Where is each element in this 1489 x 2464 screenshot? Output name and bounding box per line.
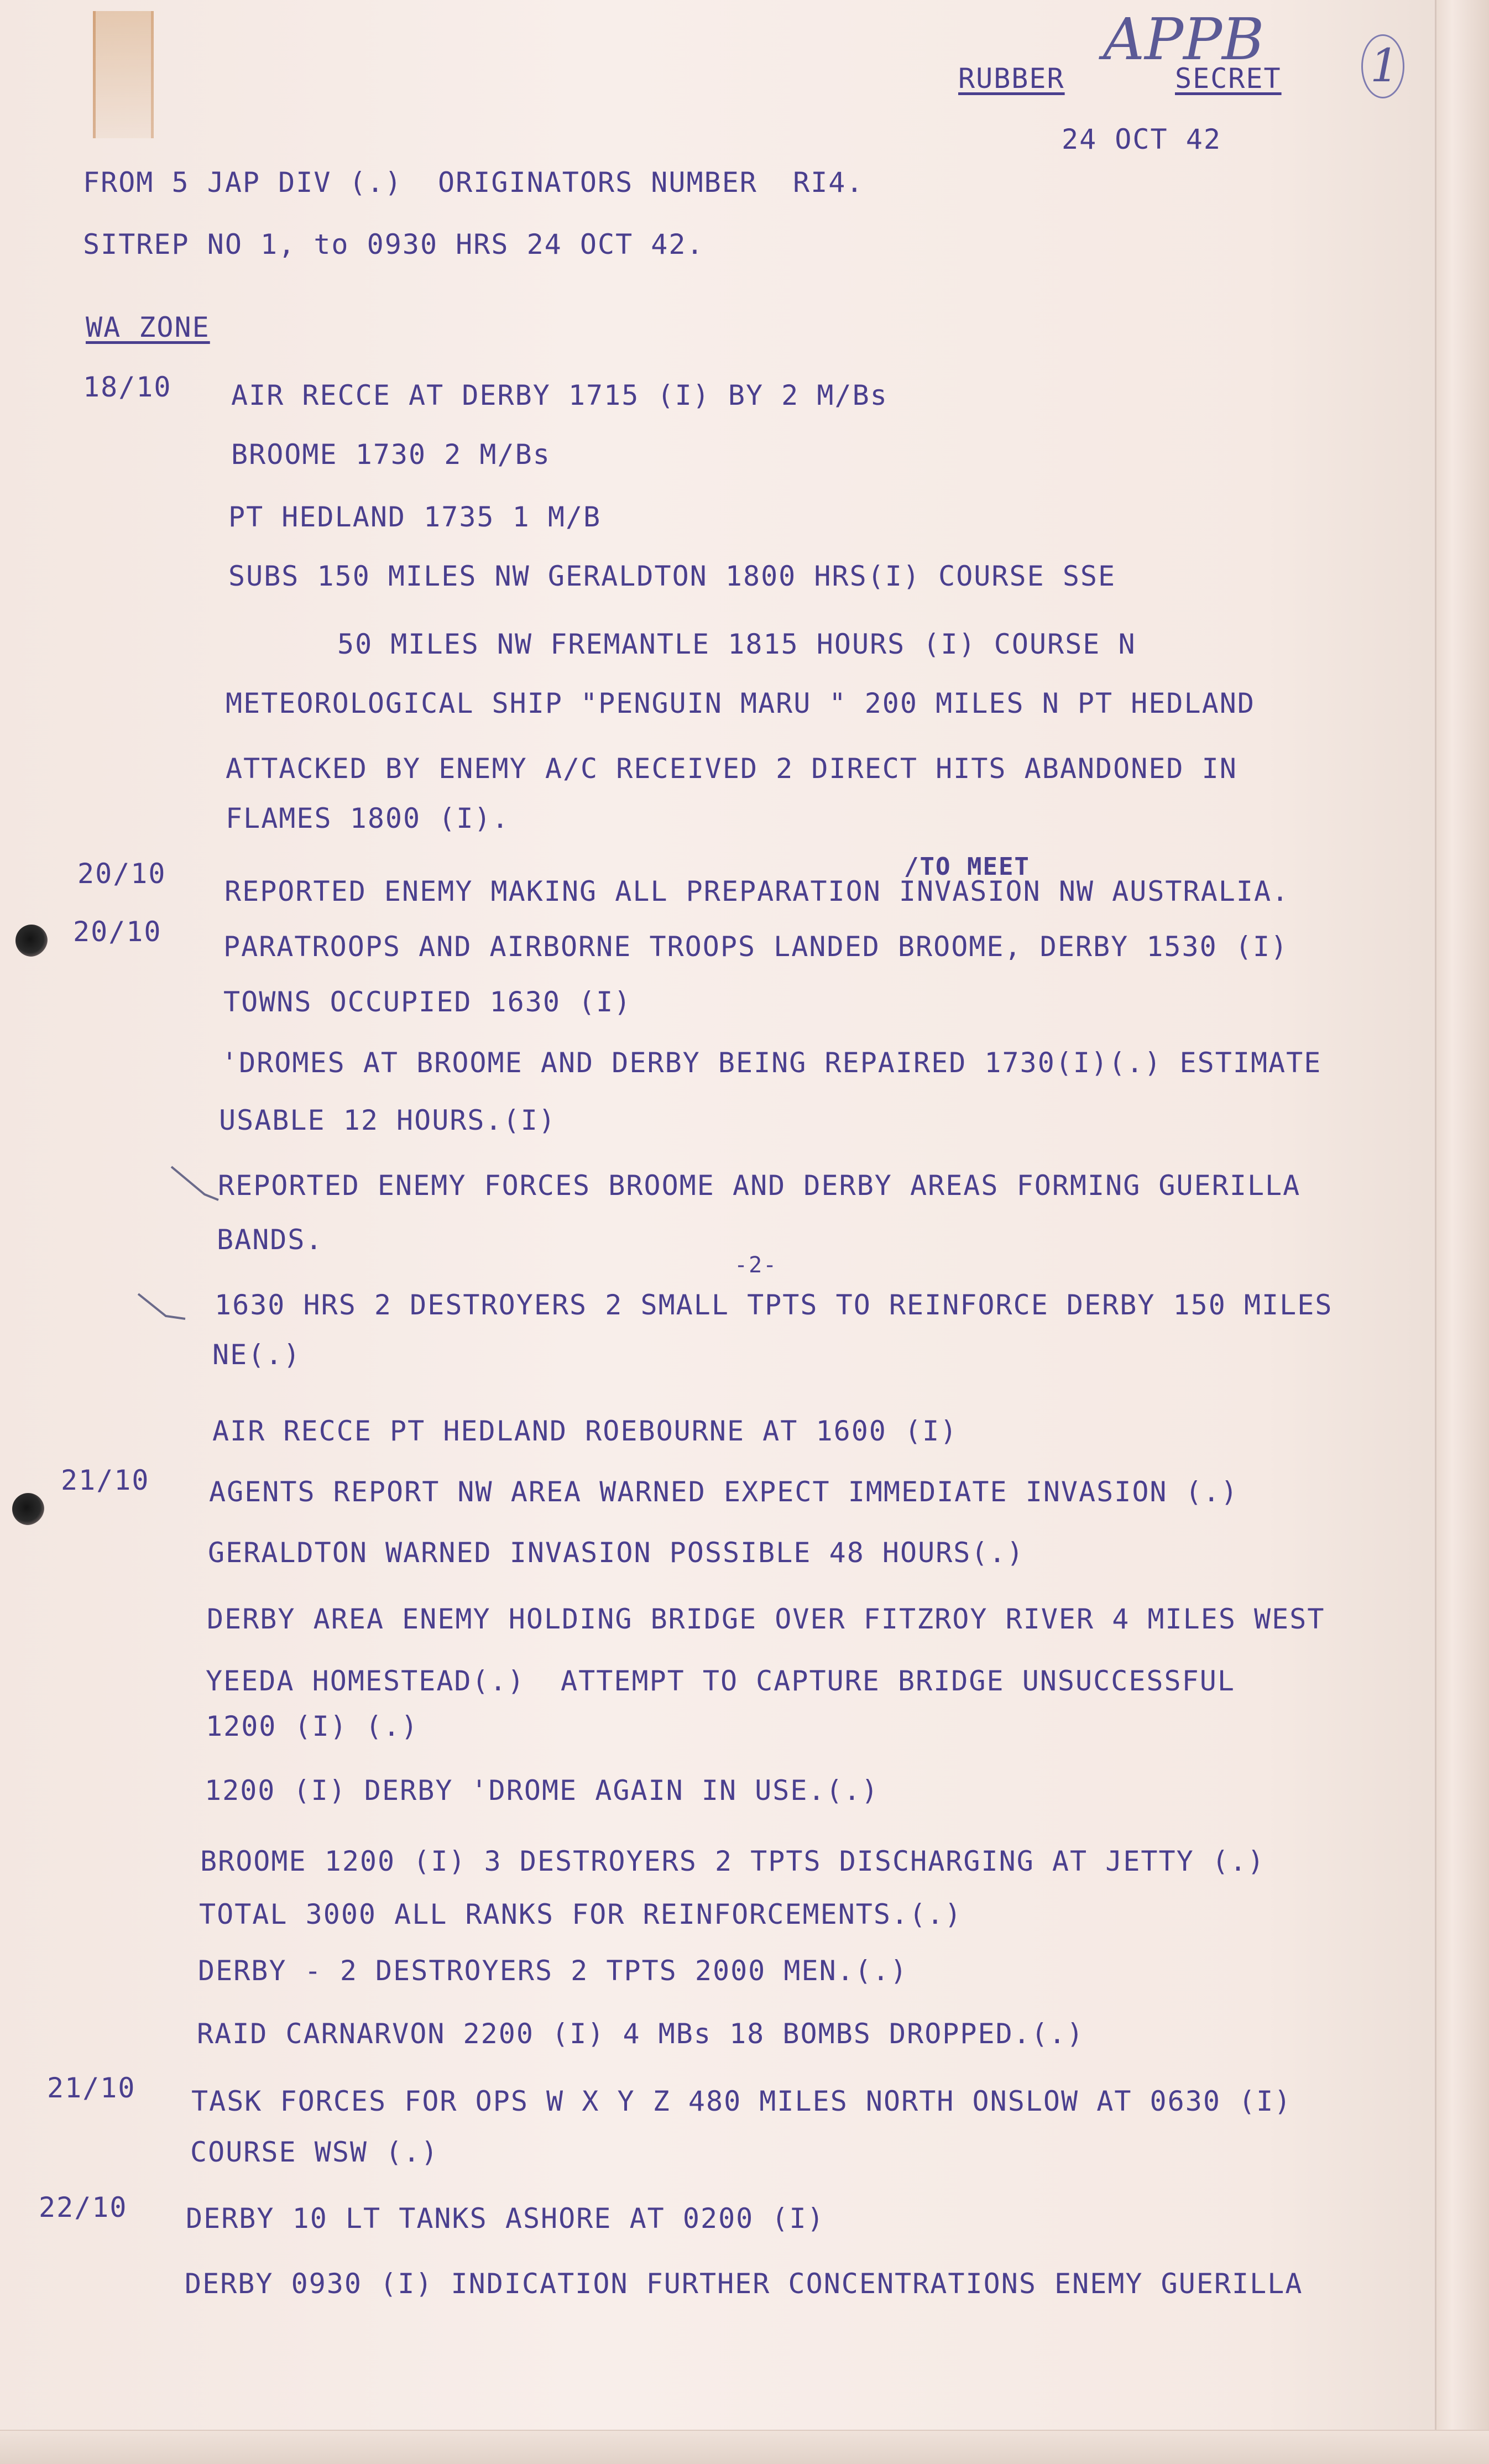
entry-line: 1200 (I) DERBY 'DROME AGAIN IN USE.(.): [205, 1774, 879, 1807]
entry-line: BROOME 1730 2 M/Bs: [231, 438, 551, 471]
entry-line: 'DROMES AT BROOME AND DERBY BEING REPAIRED 1730(I)(.) ESTIMATE: [221, 1047, 1322, 1079]
pencil-tick-mark: [166, 1161, 227, 1211]
zone-heading: WA ZONE: [86, 311, 210, 343]
pencil-tick-mark: [133, 1288, 194, 1333]
entry-line: AIR RECCE AT DERBY 1715 (I) BY 2 M/Bs: [231, 379, 888, 411]
page-mark: -2-: [734, 1252, 778, 1278]
entry-line: TOWNS OCCUPIED 1630 (I): [223, 986, 632, 1018]
entry-line: 50 MILES NW FREMANTLE 1815 HOURS (I) COURSE N: [337, 628, 1136, 660]
entry-date: 21/10: [47, 2072, 136, 2104]
entry-line: BROOME 1200 (I) 3 DESTROYERS 2 TPTS DISCHARGING AT JETTY (.): [200, 1845, 1266, 1877]
entry-line: AGENTS REPORT NW AREA WARNED EXPECT IMMEDIATE INVASION (.): [209, 1476, 1239, 1508]
entry-line: SUBS 150 MILES NW GERALDTON 1800 HRS(I) COURSE SSE: [228, 560, 1116, 592]
staple-stain: [93, 11, 154, 138]
entry-line: PT HEDLAND 1735 1 M/B: [228, 501, 602, 533]
entry-line: DERBY - 2 DESTROYERS 2 TPTS 2000 MEN.(.): [198, 1955, 908, 1987]
handwritten-reference: APPB: [1103, 6, 1265, 73]
entry-line: TASK FORCES FOR OPS W X Y Z 480 MILES NORTH ONSLOW AT 0630 (I): [191, 2085, 1292, 2117]
entry-line: 1630 HRS 2 DESTROYERS 2 SMALL TPTS TO REINFORCE DERBY 150 MILES: [215, 1289, 1333, 1321]
entry-line: NE(.): [212, 1339, 301, 1371]
entry-date: 20/10: [73, 916, 162, 948]
classification-right: SECRET: [1175, 62, 1282, 95]
entry-line: REPORTED ENEMY FORCES BROOME AND DERBY AREAS FORMING GUERILLA: [218, 1170, 1301, 1202]
entry-date: 18/10: [83, 371, 172, 403]
entry-line: YEEDA HOMESTEAD(.) ATTEMPT TO CAPTURE BRIDGE UNSUCCESSFUL: [206, 1665, 1235, 1697]
page-edge-bottom: [0, 2430, 1489, 2464]
page-edge-right: [1435, 0, 1489, 2464]
punch-hole-upper: [15, 925, 48, 957]
entry-line: DERBY 10 LT TANKS ASHORE AT 0200 (I): [186, 2202, 825, 2235]
handwritten-page-number: 1: [1370, 40, 1399, 92]
entry-line: FLAMES 1800 (I).: [226, 802, 510, 834]
entry-line: RAID CARNARVON 2200 (I) 4 MBs 18 BOMBS DROPPED.(.): [197, 2018, 1085, 2050]
document-date: 24 OCT 42: [1062, 123, 1221, 155]
entry-line: GERALDTON WARNED INVASION POSSIBLE 48 HOURS(.): [208, 1537, 1025, 1569]
entry-date: 21/10: [61, 1464, 150, 1496]
entry-line: DERBY 0930 (I) INDICATION FURTHER CONCENTRATIONS ENEMY GUERILLA: [185, 2268, 1303, 2300]
sitrep-line: SITREP NO 1, to 0930 HRS 24 OCT 42.: [83, 228, 704, 260]
entry-line: BANDS.: [217, 1224, 323, 1256]
entry-line: PARATROOPS AND AIRBORNE TROOPS LANDED BROOME, DERBY 1530 (I): [223, 931, 1289, 963]
from-line: FROM 5 JAP DIV (.) ORIGINATORS NUMBER RI4.: [83, 166, 864, 199]
punch-hole-lower: [12, 1493, 44, 1525]
entry-line: USABLE 12 HOURS.(I): [219, 1104, 556, 1136]
entry-line: DERBY AREA ENEMY HOLDING BRIDGE OVER FITZROY RIVER 4 MILES WEST: [207, 1603, 1325, 1635]
classification-left: RUBBER: [958, 62, 1065, 95]
entry-line: ATTACKED BY ENEMY A/C RECEIVED 2 DIRECT HITS ABANDONED IN: [226, 753, 1237, 785]
entry-line: TOTAL 3000 ALL RANKS FOR REINFORCEMENTS.(.): [199, 1898, 963, 1930]
entry-line: METEOROLOGICAL SHIP "PENGUIN MARU " 200 MILES N PT HEDLAND: [226, 687, 1255, 719]
entry-date: 20/10: [77, 858, 166, 890]
entry-date: 22/10: [39, 2191, 128, 2223]
entry-line: REPORTED ENEMY MAKING ALL PREPARATION INVASION NW AUSTRALIA.: [224, 875, 1290, 907]
entry-line: 1200 (I) (.): [206, 1710, 419, 1742]
entry-line: COURSE WSW (.): [190, 2136, 439, 2168]
entry-line: AIR RECCE PT HEDLAND ROEBOURNE AT 1600 (I): [212, 1415, 958, 1447]
typed-insertion: /TO MEET: [904, 853, 1030, 881]
